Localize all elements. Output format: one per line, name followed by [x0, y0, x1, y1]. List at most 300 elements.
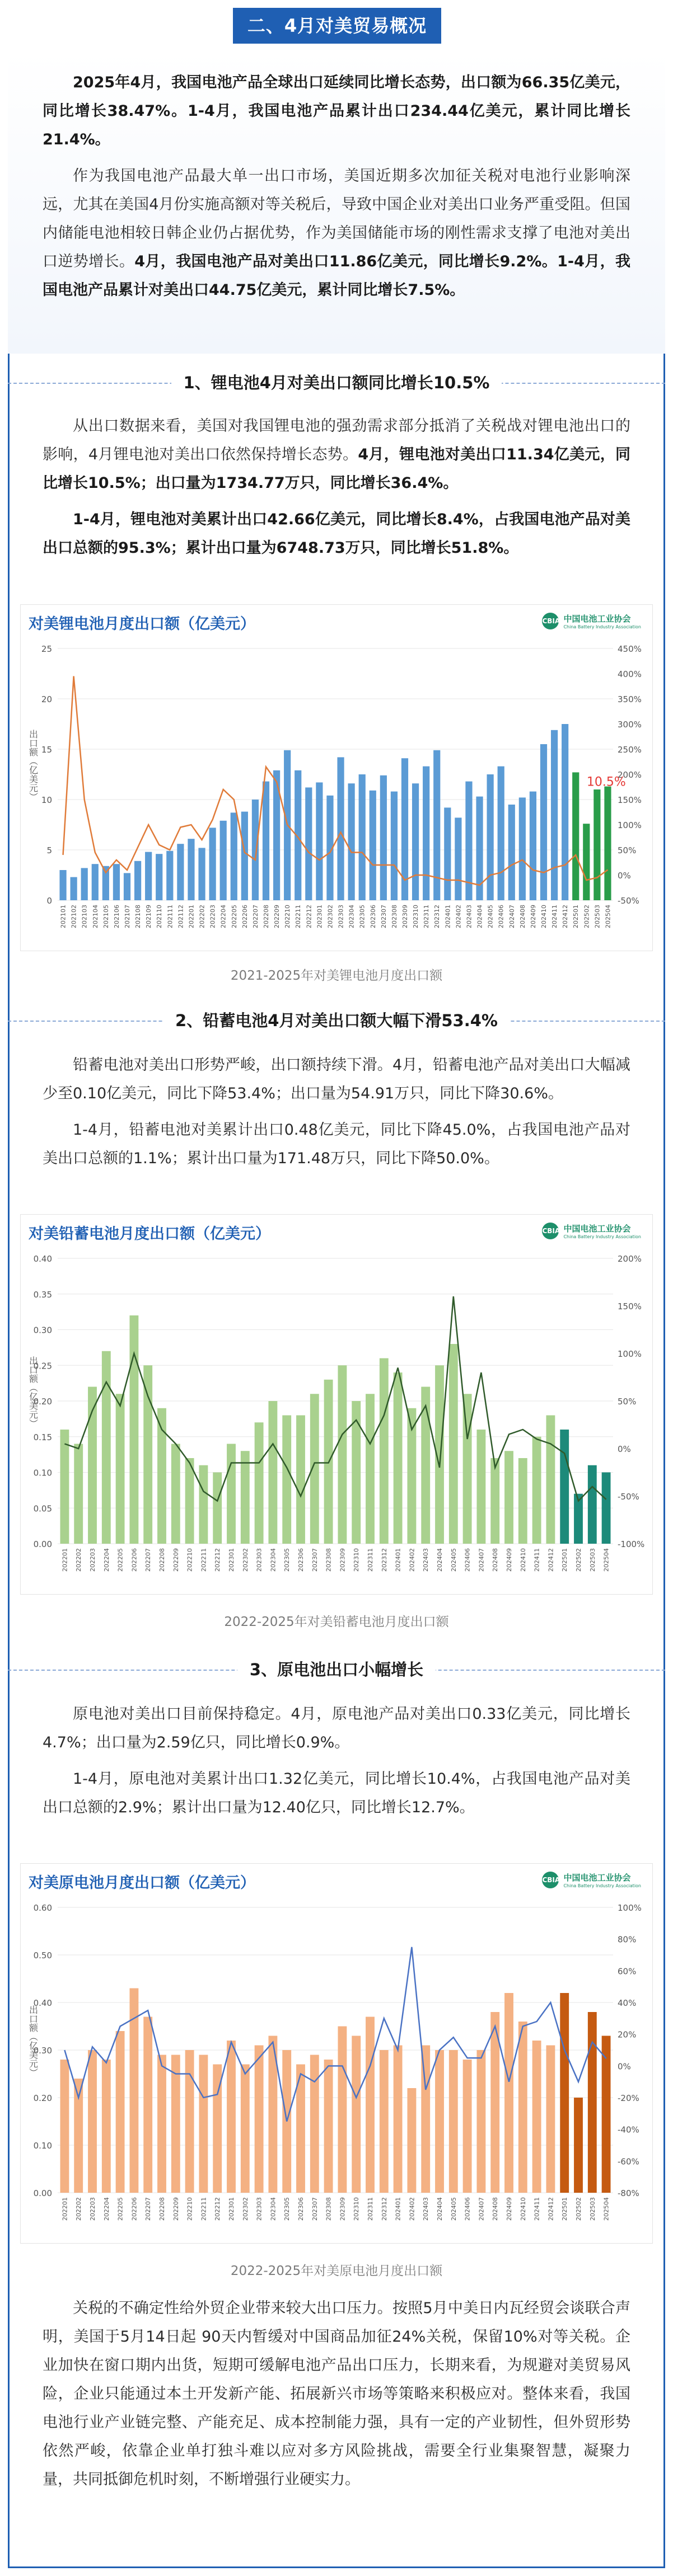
x-tick-label: 202501 [561, 2197, 569, 2221]
intro-p2-text: 作为我国电池产品最大单一出口市场，美国近期多次加征关税对电池行业影响深远，尤其在美国4月份实施高额对等关税后，导致中国企业对美出口业务严重受阻。但国内储能电池相较日韩企业仍占据优势，作为美国储能市场的刚性需求支撑了电池对美出口逆势增长。 [43, 167, 630, 270]
bar [171, 1444, 180, 1544]
x-tick-label: 202504 [602, 2197, 610, 2221]
bar [380, 2050, 389, 2193]
bar [71, 877, 77, 900]
x-tick-label: 202307 [380, 905, 387, 928]
x-tick-label: 202212 [214, 2197, 222, 2221]
bar [177, 844, 184, 900]
bar [145, 852, 152, 900]
x-tick-label: 202407 [478, 1548, 485, 1572]
y-tick-label: 20 [41, 694, 52, 704]
chart-title: 对美锂电池月度出口额（亿美元） [29, 615, 255, 633]
x-tick-label: 202306 [297, 1548, 305, 1572]
x-tick-label: 202401 [394, 1548, 402, 1572]
intro-p2-bold: 4月，我国电池产品对美出口11.86亿美元，同比增长9.2%。1-4月，我国电池产品累计对美出口44.75亿美元，累计同比增长7.5%。 [43, 253, 631, 299]
bar [435, 2050, 444, 2193]
x-tick-label: 202405 [450, 1548, 457, 1572]
y2-tick-label: 50% [618, 1397, 637, 1407]
x-tick-label: 202205 [116, 2197, 124, 2221]
x-tick-label: 202306 [297, 2197, 305, 2221]
bar [532, 2041, 541, 2193]
bar [359, 774, 366, 900]
x-tick-label: 202208 [158, 2197, 166, 2221]
bar [338, 2027, 347, 2193]
bar [113, 864, 120, 900]
x-tick-label: 202403 [422, 1548, 430, 1572]
bar [370, 791, 376, 900]
bar [421, 2046, 430, 2193]
bar [296, 1416, 305, 1544]
bar [366, 1394, 375, 1544]
y2-tick-label: -60% [618, 2156, 639, 2167]
logo-mark: CBIA [542, 1872, 559, 1888]
bar [116, 2031, 125, 2193]
y-tick-label: 0.20 [33, 1397, 52, 1407]
y2-tick-label: 100% [618, 820, 642, 830]
y2-tick-label: 80% [618, 1934, 637, 1945]
y-tick-label: 0.50 [33, 1950, 52, 1961]
bar [391, 792, 398, 900]
x-tick-label: 202209 [172, 2197, 180, 2221]
x-tick-label: 202210 [186, 1548, 194, 1572]
bar [143, 1365, 152, 1544]
lead-acid-chart-caption: 2022-2025年对美铅蓄电池月度出口额 [224, 1615, 449, 1629]
bar [338, 1365, 347, 1544]
logo-name-en: China Battery Industry Association [563, 624, 641, 629]
x-tick-label: 202307 [311, 1548, 319, 1572]
bar [476, 2050, 485, 2193]
x-tick-label: 202107 [124, 905, 131, 928]
y-tick-label: 0.10 [33, 2141, 52, 2151]
x-tick-label: 202304 [269, 2197, 277, 2221]
logo-mark: CBIA [542, 613, 559, 629]
bar [81, 868, 88, 900]
x-tick-label: 202409 [529, 905, 537, 928]
chart-title: 对美铅蓄电池月度出口额（亿美元） [29, 1225, 270, 1243]
logo-name-zh: 中国电池工业协会 [563, 1873, 631, 1883]
section-2-paragraph-1: 铅蓄电池对美出口形势严峻，出口额持续下滑。4月，铅蓄电池产品对美出口大幅减少至0.10亿美元，同比下降53.4%；出口量为54.91万只，同比下降30.6%。 [43, 1056, 630, 1102]
x-tick-label: 202309 [339, 2197, 347, 2221]
x-tick-label: 202212 [214, 1548, 222, 1572]
bar [476, 1430, 485, 1544]
y2-tick-label: 250% [618, 745, 642, 755]
x-tick-label: 202301 [316, 905, 324, 928]
x-tick-label: 202310 [353, 2197, 361, 2221]
bar [185, 2050, 194, 2193]
lithium-chart-caption: 2021-2025年对美锂电池月度出口额 [230, 969, 443, 983]
bar [530, 792, 536, 900]
bar [263, 782, 269, 900]
bar [463, 1394, 472, 1544]
x-tick-label: 202410 [519, 2197, 527, 2221]
x-tick-label: 202504 [604, 905, 612, 928]
bar [394, 1372, 403, 1544]
x-tick-label: 202501 [561, 1548, 569, 1572]
x-tick-label: 202304 [348, 905, 356, 928]
x-tick-label: 202209 [273, 905, 281, 928]
section-2-text [8, 1051, 665, 1181]
bar [209, 828, 216, 900]
x-tick-label: 202311 [423, 905, 431, 928]
bar [504, 1451, 513, 1544]
bar [604, 787, 611, 900]
x-tick-label: 202206 [130, 2197, 138, 2221]
x-tick-label: 202303 [255, 1548, 263, 1572]
bar [199, 2055, 208, 2193]
y2-tick-label: 0% [618, 1444, 631, 1454]
bar [241, 812, 248, 900]
bar [143, 2017, 152, 2193]
primary-battery-chart [21, 1900, 652, 2235]
x-tick-label: 202201 [188, 905, 195, 928]
bar [241, 2065, 250, 2193]
x-tick-label: 202112 [177, 905, 185, 928]
bar [602, 1473, 611, 1544]
x-tick-label: 202401 [394, 2197, 402, 2221]
x-tick-label: 202207 [144, 1548, 152, 1572]
x-tick-label: 202402 [455, 905, 462, 928]
bar [463, 2060, 472, 2193]
bar [574, 2098, 583, 2193]
x-tick-label: 202302 [241, 1548, 249, 1572]
section-header-title: 二、4月对美贸易概况 [233, 8, 441, 44]
logo-name-zh: 中国电池工业协会 [563, 614, 631, 624]
bar [102, 1351, 111, 1544]
x-tick-label: 202502 [575, 1548, 582, 1572]
bar [572, 772, 579, 900]
bar [60, 2060, 69, 2193]
bar [560, 1993, 569, 2193]
x-tick-label: 202210 [186, 2197, 194, 2221]
bar [449, 1344, 458, 1544]
bar [490, 1458, 499, 1544]
x-tick-label: 202403 [465, 905, 473, 928]
x-tick-label: 202408 [492, 2197, 499, 2221]
bar [227, 2041, 236, 2193]
bar [444, 807, 451, 900]
x-tick-label: 202401 [444, 905, 452, 928]
bar [394, 2046, 403, 2193]
x-tick-label: 202409 [506, 1548, 513, 1572]
bar [380, 1358, 389, 1544]
section-3-heading [8, 1651, 665, 1690]
y2-tick-label: -50% [618, 896, 639, 906]
x-tick-label: 202402 [408, 2197, 416, 2221]
cbia-logo [542, 613, 641, 629]
y2-tick-label: 300% [618, 720, 642, 730]
bar [412, 783, 419, 900]
bar [255, 2046, 264, 2193]
section-1-text [8, 412, 665, 570]
y2-tick-label: 400% [618, 669, 642, 679]
section-2-paragraph-2: 1-4月，铅蓄电池对美累计出口0.48亿美元，同比下降45.0%，占我国电池产品对美出口总额的1.1%；累计出口量为171.48万只，同比下降50.0%。 [43, 1121, 630, 1167]
x-tick-label: 202410 [519, 1548, 527, 1572]
x-tick-label: 202411 [533, 2197, 541, 2221]
logo-name-zh: 中国电池工业协会 [563, 1224, 631, 1234]
y-tick-label: 25 [41, 644, 52, 654]
x-tick-label: 202303 [337, 905, 345, 928]
bar [213, 1473, 222, 1544]
bar [588, 1465, 597, 1544]
bar [129, 1315, 138, 1544]
x-tick-label: 202404 [436, 2197, 443, 2221]
section-1-paragraph-1 [43, 412, 630, 497]
x-tick-label: 202404 [476, 905, 484, 928]
x-tick-label: 202203 [209, 905, 217, 928]
x-tick-label: 202503 [588, 2197, 596, 2221]
y2-tick-label: 60% [618, 1966, 637, 1977]
x-tick-label: 202312 [380, 2197, 388, 2221]
y-tick-label: 0.20 [33, 2093, 52, 2103]
x-tick-label: 202302 [241, 2197, 249, 2221]
bar [268, 1401, 277, 1544]
x-tick-label: 202309 [339, 1548, 347, 1572]
bar [305, 787, 312, 900]
bar [455, 817, 461, 900]
x-tick-label: 202411 [533, 1548, 541, 1572]
y-tick-label: 0.25 [33, 1361, 52, 1371]
bar [185, 1458, 194, 1544]
y-tick-label: 15 [41, 745, 52, 755]
lithium-chart [21, 641, 652, 943]
y2-tick-label: 150% [618, 1301, 642, 1311]
intro-paragraph-2 [43, 162, 630, 304]
chart-title: 对美原电池月度出口额（亿美元） [29, 1874, 255, 1892]
bar [540, 744, 547, 900]
x-tick-label: 202110 [156, 905, 163, 928]
lead-acid-chart [21, 1251, 652, 1586]
x-tick-label: 202411 [551, 905, 559, 928]
y-tick-label: 0.30 [33, 1325, 52, 1336]
y2-tick-label: -80% [618, 2188, 639, 2198]
y-tick-label: 0.30 [33, 2046, 52, 2056]
y2-tick-label: 350% [618, 694, 642, 704]
x-tick-label: 202410 [540, 905, 548, 928]
bar [352, 2036, 361, 2193]
x-tick-label: 202305 [283, 2197, 291, 2221]
bar [255, 1422, 264, 1544]
y2-tick-label: 40% [618, 1998, 637, 2008]
x-tick-label: 202402 [408, 1548, 416, 1572]
x-tick-label: 202202 [75, 2197, 83, 2221]
bar [156, 854, 162, 900]
x-tick-label: 202206 [130, 1548, 138, 1572]
bar [166, 851, 173, 900]
x-tick-label: 202408 [518, 905, 526, 928]
x-tick-label: 202302 [326, 905, 334, 928]
x-tick-label: 202204 [102, 2197, 110, 2221]
section-3-paragraph-2: 1-4月，原电池对美累计出口1.32亿美元，同比增长10.4%，占我国电池产品对美出口总额的2.9%；累计出口量为12.40亿只，同比增长12.7%。 [43, 1770, 630, 1816]
x-tick-label: 202211 [200, 1548, 208, 1572]
bar [348, 783, 355, 900]
primary-battery-chart-card [20, 1863, 653, 2244]
y2-tick-label: 150% [618, 795, 642, 805]
x-tick-label: 202405 [487, 905, 494, 928]
bar [487, 774, 494, 900]
bar [504, 1993, 513, 2193]
bar [532, 1437, 541, 1544]
y2-tick-label: -40% [618, 2124, 639, 2135]
x-tick-label: 202308 [390, 905, 398, 928]
closing-text [8, 2294, 665, 2502]
x-tick-label: 202203 [89, 2197, 96, 2221]
bar [324, 2060, 333, 2193]
bar [560, 1430, 569, 1544]
x-tick-label: 202412 [562, 905, 569, 928]
x-tick-label: 202310 [412, 905, 420, 928]
section-1-title: 1、锂电池4月对美出口额同比增长10.5% [171, 370, 502, 393]
bar [252, 800, 259, 900]
bar [546, 2046, 555, 2193]
x-tick-label: 202101 [59, 905, 67, 928]
bar [220, 821, 227, 900]
yoy-line [63, 676, 608, 886]
yoy-annotation: 10.5% [586, 775, 626, 789]
primary-battery-chart-caption: 2022-2025年对美原电池月度出口额 [230, 2264, 443, 2278]
cbia-logo [542, 1872, 641, 1888]
y-tick-label: 0.35 [33, 1289, 52, 1300]
cbia-logo [542, 1223, 641, 1239]
bar [449, 2050, 458, 2193]
x-tick-label: 202209 [172, 1548, 180, 1572]
section-2-title: 2、铅蓄电池4月对美出口额大幅下滑53.4% [163, 1008, 510, 1031]
bar [337, 757, 344, 900]
bar [134, 861, 141, 900]
bar [171, 2055, 180, 2193]
y-tick-label: 0.00 [33, 1539, 52, 1549]
x-tick-label: 202111 [166, 905, 174, 928]
x-tick-label: 202406 [464, 1548, 471, 1572]
intro-paragraph-1 [43, 68, 630, 154]
x-tick-label: 202206 [241, 905, 249, 928]
x-tick-label: 202502 [575, 2197, 582, 2221]
x-tick-label: 202408 [492, 1548, 499, 1572]
bar [198, 848, 205, 900]
x-tick-label: 202207 [251, 905, 259, 928]
x-tick-label: 202502 [583, 905, 591, 928]
x-tick-label: 202205 [230, 905, 238, 928]
y-tick-label: 0.60 [33, 1903, 52, 1913]
x-tick-label: 202310 [353, 1548, 361, 1572]
section-1-p1-text: 从出口数据来看，美国对我国锂电池的强劲需求部分抵消了关税战对锂电池出口的影响，4月锂电池对美出口依然保持增长态势。 [43, 417, 630, 463]
bar [380, 775, 387, 900]
bar [116, 1394, 125, 1544]
x-tick-label: 202308 [325, 2197, 333, 2221]
y-axis-label: 出口额（亿美元） [27, 730, 39, 801]
bar [593, 789, 600, 900]
y-tick-label: 0 [46, 896, 52, 906]
x-tick-label: 202307 [311, 2197, 319, 2221]
x-tick-label: 202202 [198, 905, 206, 928]
section-1-p1-bold: 4月，锂电池对美出口11.34亿美元，同比增长10.5%；出口量为1734.77万只，同比增长36.4%。 [43, 446, 630, 492]
x-tick-label: 202301 [228, 2197, 235, 2221]
x-tick-label: 202305 [358, 905, 366, 928]
bar [188, 839, 194, 900]
bar [407, 2088, 416, 2193]
bar [102, 2060, 111, 2193]
x-tick-label: 202202 [75, 1548, 83, 1572]
x-tick-label: 202312 [380, 1548, 388, 1572]
y2-tick-label: -100% [618, 1539, 645, 1549]
x-tick-label: 202105 [102, 905, 110, 928]
x-tick-label: 202311 [367, 2197, 374, 2221]
bar [551, 730, 558, 900]
y-axis-label: 出口额（亿美元） [27, 2005, 39, 2077]
lead-acid-chart-card [20, 1214, 653, 1595]
x-tick-label: 202406 [497, 905, 505, 928]
y2-tick-label: 100% [618, 1349, 642, 1359]
x-tick-label: 202104 [91, 905, 99, 928]
y-axis-label: 出口额（亿美元） [27, 1356, 39, 1428]
bar [124, 873, 130, 900]
y-tick-label: 0.10 [33, 1468, 52, 1478]
x-tick-label: 202305 [283, 1548, 291, 1572]
bar [498, 767, 504, 900]
section-1-heading [8, 364, 665, 403]
bar [583, 824, 590, 900]
section-3-text [8, 1700, 665, 1830]
lithium-chart-card [20, 604, 653, 951]
bar [588, 2012, 597, 2193]
y2-tick-label: 200% [618, 1254, 642, 1264]
x-tick-label: 202106 [113, 905, 120, 928]
x-tick-label: 202407 [478, 2197, 485, 2221]
bar [423, 767, 429, 900]
logo-mark: CBIA [542, 1223, 559, 1239]
header-bar [0, 0, 673, 51]
x-tick-label: 202503 [593, 905, 601, 928]
y2-tick-label: 0% [618, 2061, 631, 2072]
bar [518, 1458, 527, 1544]
logo-name-en: China Battery Industry Association [563, 1234, 641, 1239]
x-tick-label: 202412 [547, 1548, 555, 1572]
bar [241, 1451, 250, 1544]
x-tick-label: 202211 [200, 2197, 208, 2221]
x-tick-label: 202208 [263, 905, 270, 928]
x-tick-label: 202312 [433, 905, 441, 928]
intro-summary [8, 51, 665, 354]
y2-tick-label: 100% [618, 1903, 642, 1913]
bar [282, 1416, 291, 1544]
bar [88, 2050, 97, 2193]
y2-tick-label: 200% [618, 770, 642, 780]
bar [199, 1465, 208, 1544]
y-tick-label: 0.40 [33, 1254, 52, 1264]
y2-tick-label: 20% [618, 2029, 637, 2040]
bar [508, 805, 515, 900]
bar [519, 797, 526, 900]
bar [59, 870, 66, 900]
x-tick-label: 202212 [305, 905, 313, 928]
x-tick-label: 202409 [506, 2197, 513, 2221]
x-tick-label: 202208 [158, 1548, 166, 1572]
x-tick-label: 202207 [144, 2197, 152, 2221]
x-tick-label: 202407 [508, 905, 516, 928]
bar [60, 1430, 69, 1544]
x-tick-label: 202406 [464, 2197, 471, 2221]
section-1-paragraph-2 [43, 505, 630, 562]
intro-p1-bold: 2025年4月，我国电池产品全球出口延续同比增长态势，出口额为66.35亿美元，同比增长38.47%。1-4月，我国电池产品累计出口234.44亿美元，累计同比增长21.4%。 [43, 74, 630, 148]
x-tick-label: 202303 [255, 2197, 263, 2221]
bar [602, 2036, 611, 2193]
x-tick-label: 202311 [367, 1548, 374, 1572]
x-tick-label: 202309 [401, 905, 409, 928]
y2-tick-label: -20% [618, 2093, 639, 2103]
section-3-paragraph-1: 原电池对美出口目前保持稳定。4月，原电池产品对美出口0.33亿美元，同比增长4.7%；出口量为2.59亿只，同比增长0.9%。 [43, 1705, 630, 1751]
x-tick-label: 202108 [134, 905, 142, 928]
logo-name-en: China Battery Industry Association [563, 1883, 641, 1888]
x-tick-label: 202404 [436, 1548, 443, 1572]
